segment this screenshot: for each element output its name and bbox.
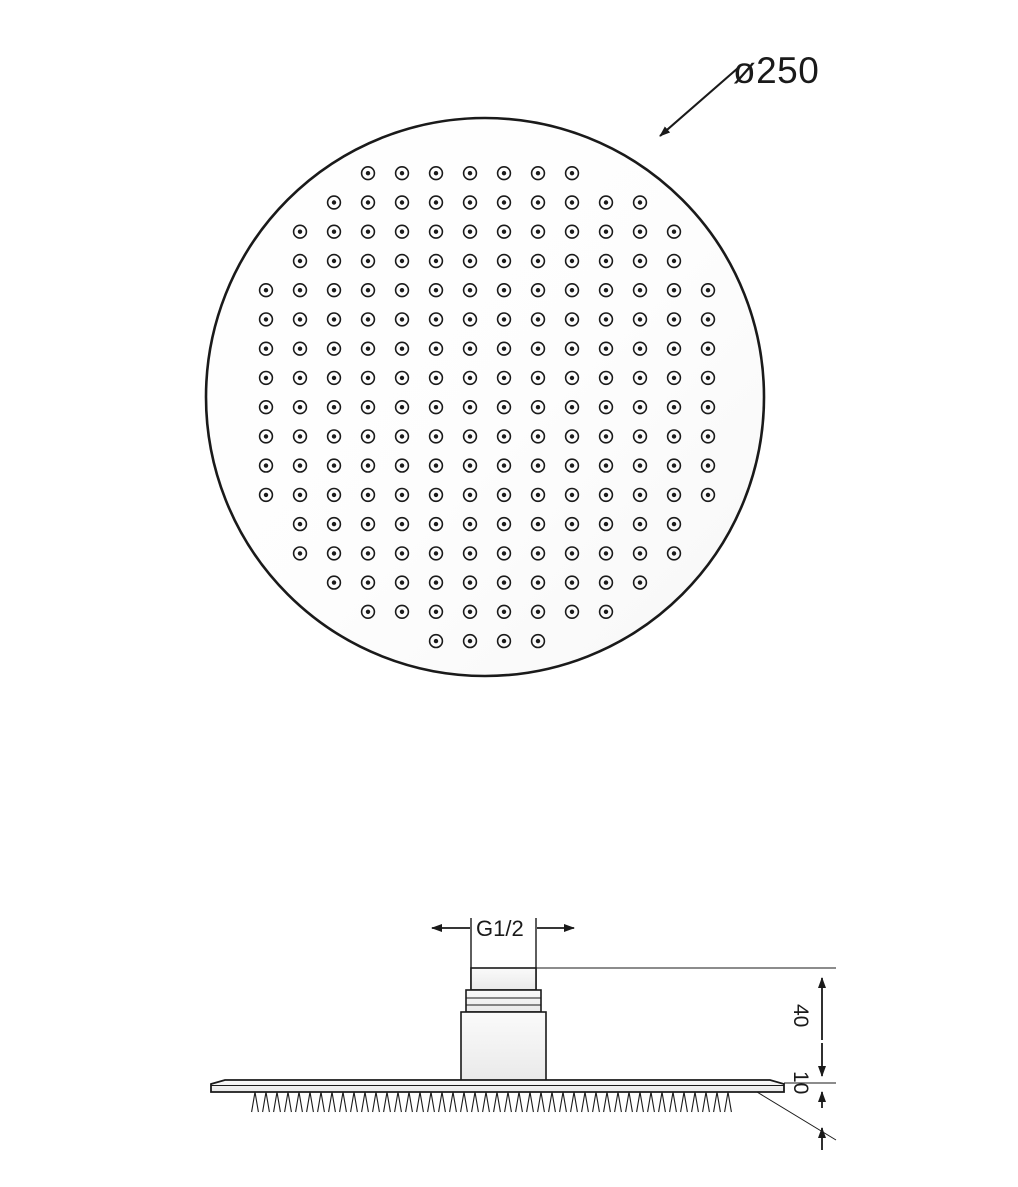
diameter-leader xyxy=(660,68,738,136)
diameter-label: ø250 xyxy=(733,50,820,91)
thread-label: G1/2 xyxy=(476,916,524,941)
nozzle-tooth-row xyxy=(252,1092,732,1112)
height-plate-label: 10 xyxy=(789,1071,812,1095)
shower-head-outline xyxy=(206,118,764,676)
head-plate xyxy=(211,1080,784,1092)
height-connector-label: 40 xyxy=(789,1004,812,1028)
projection-lines xyxy=(536,968,836,1140)
nozzle-teeth xyxy=(252,1092,732,1112)
connector-body xyxy=(461,968,546,1082)
top-view-group xyxy=(206,118,764,676)
side-view-group xyxy=(211,918,836,1150)
